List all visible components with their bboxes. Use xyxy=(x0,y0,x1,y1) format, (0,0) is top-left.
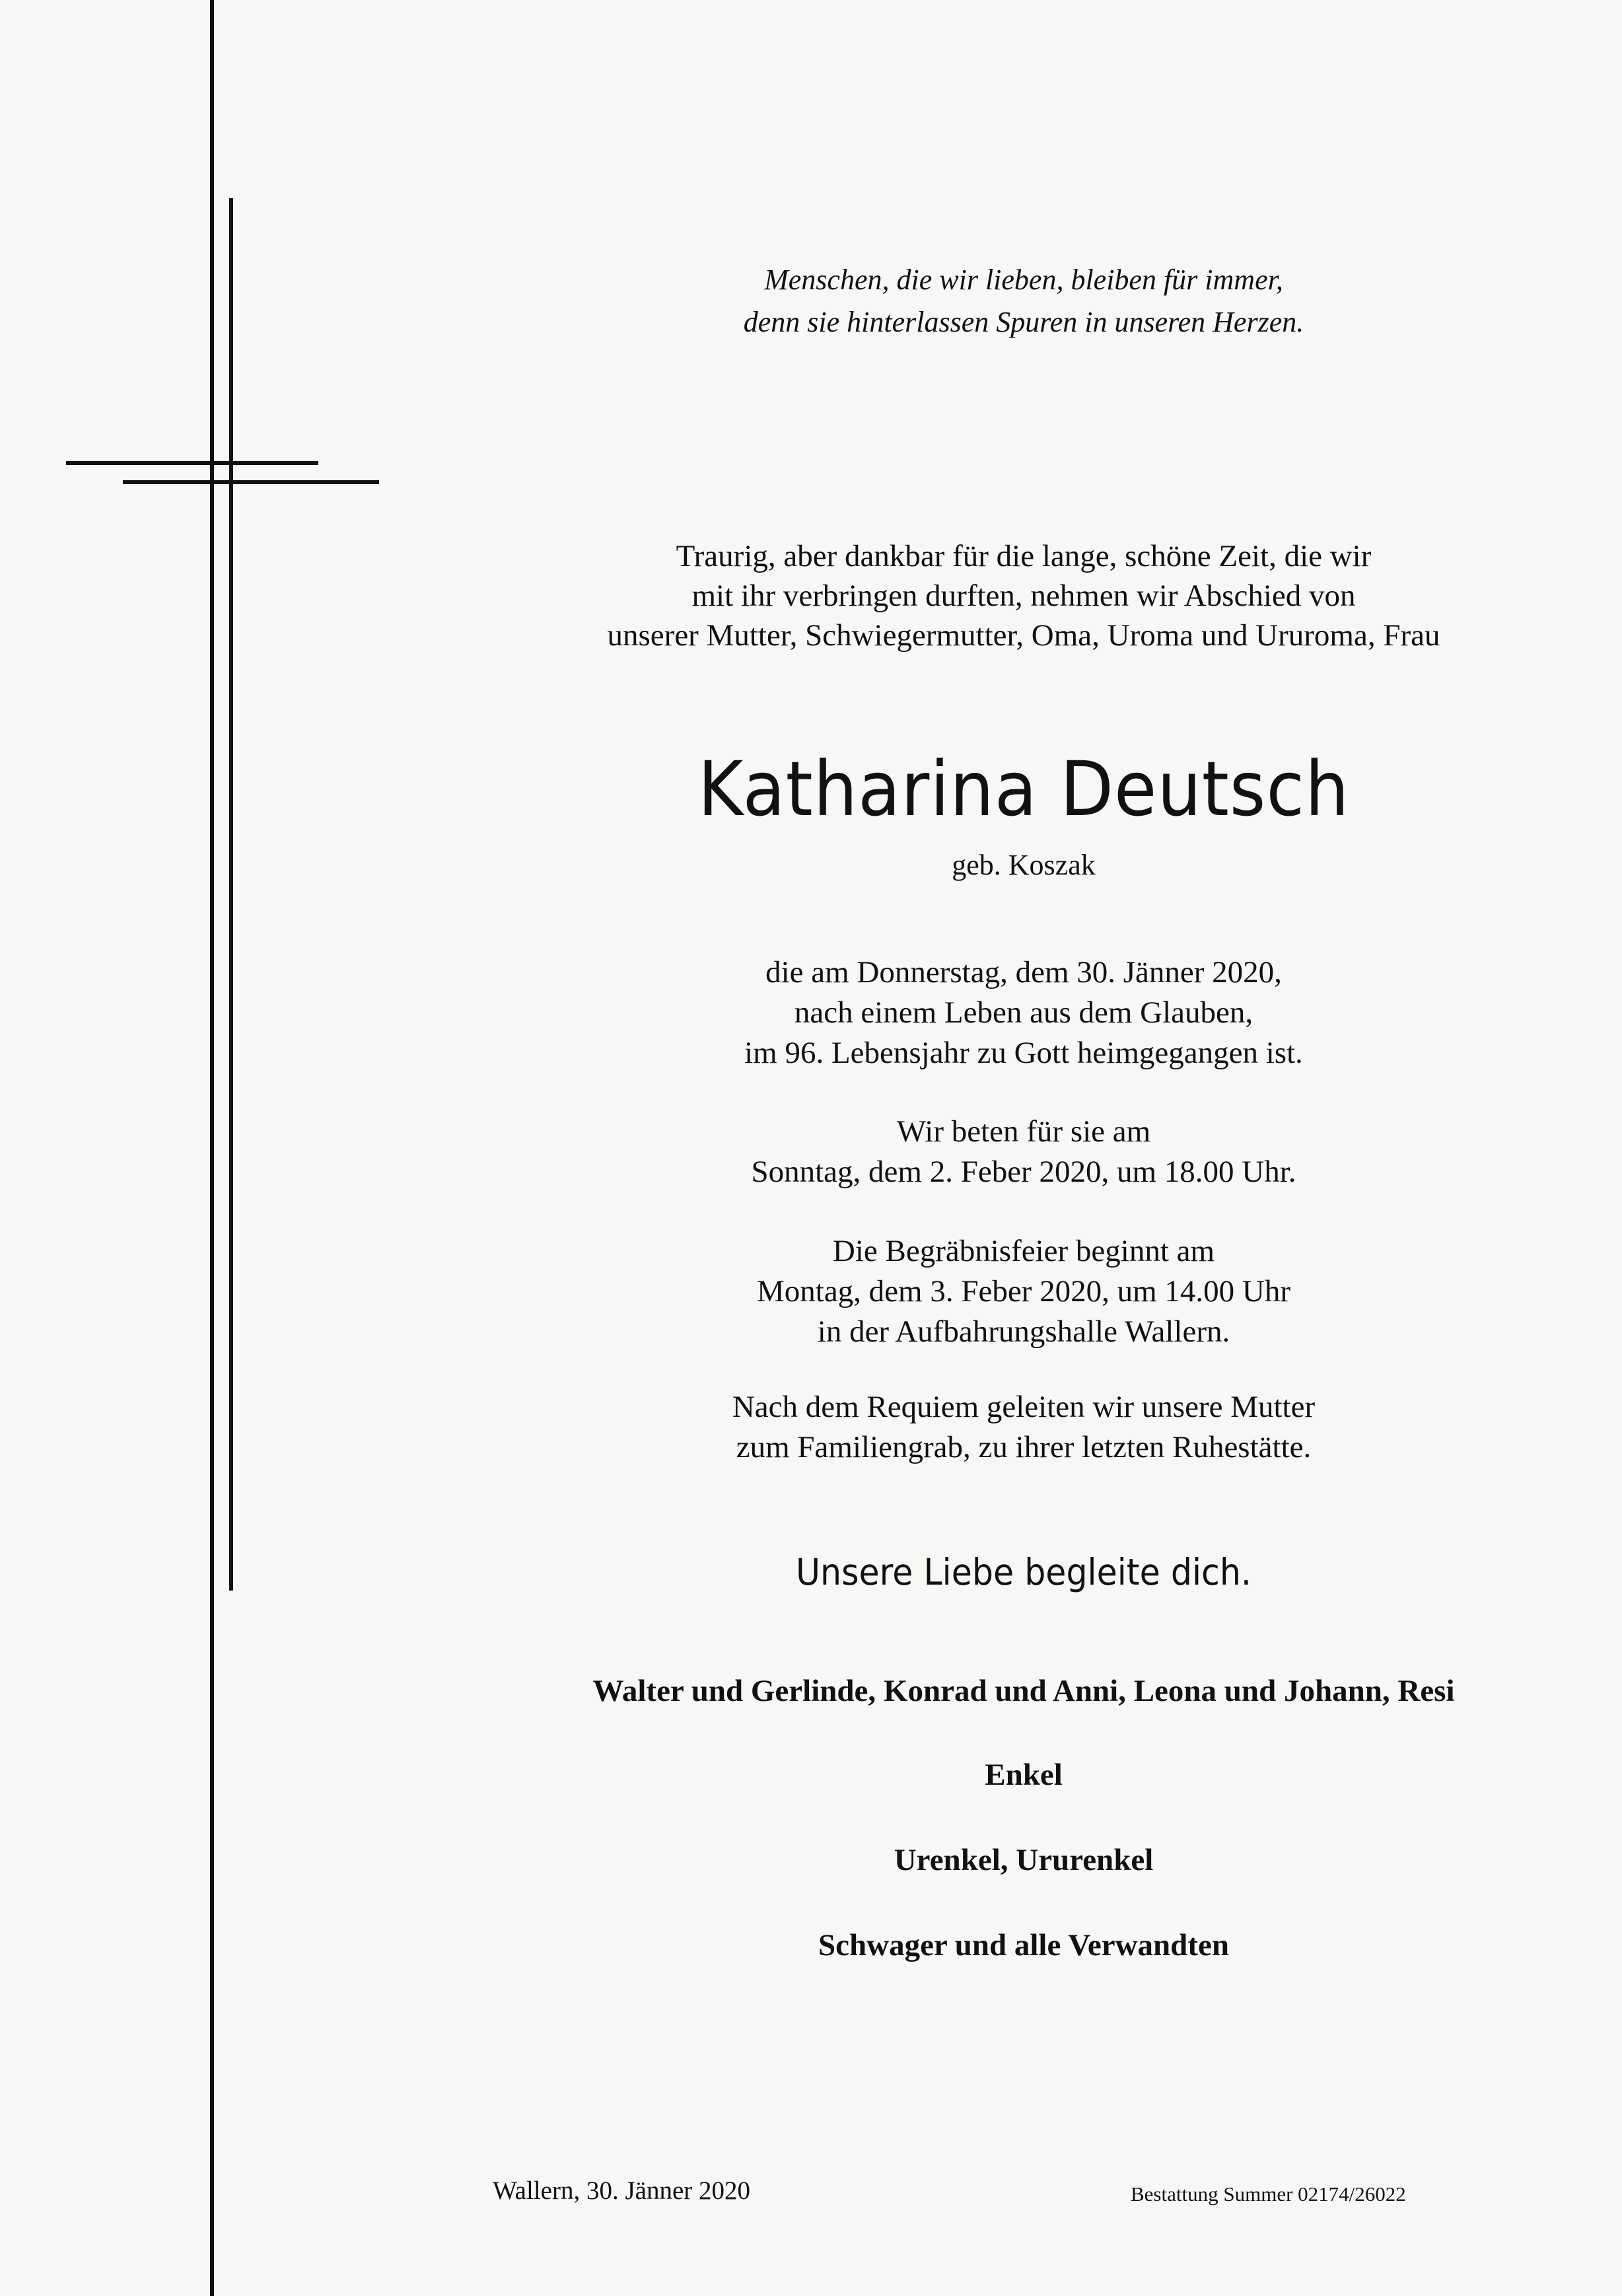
farewell-line: Unsere Liebe begleite dich. xyxy=(795,1551,1252,1593)
funeral-line-1: Die Begräbnisfeier beginnt am xyxy=(832,1234,1215,1268)
requiem-line-2: zum Familiengrab, zu ihrer letzten Ruhestätte. xyxy=(736,1430,1312,1464)
motto-line-2: denn sie hinterlassen Spuren in unseren Herzen. xyxy=(743,306,1304,338)
motto-quote xyxy=(462,259,1585,343)
mourners-great-grandchildren: Urenkel, Ururenkel xyxy=(894,1843,1154,1877)
prayer-line-2: Sonntag, dem 2. Feber 2020, um 18.00 Uhr. xyxy=(751,1155,1296,1189)
cross-horizontal-beam-lower xyxy=(123,480,379,484)
mourners-children: Walter und Gerlinde, Konrad und Anni, Leona und Johann, Resi xyxy=(592,1674,1455,1708)
intro-line-2: mit ihr verbringen durften, nehmen wir Abschied von xyxy=(691,579,1356,613)
birth-name: geb. Koszak xyxy=(952,849,1096,881)
intro-line-1: Traurig, aber dankbar für die lange, schöne Zeit, die wir xyxy=(676,539,1372,573)
death-line-2: nach einem Leben aus dem Glauben, xyxy=(794,995,1253,1030)
funeral-line-3: in der Aufbahrungshalle Wallern. xyxy=(817,1314,1230,1349)
intro-line-3: unserer Mutter, Schwiegermutter, Oma, Uroma und Ururoma, Frau xyxy=(607,618,1440,653)
mourners-relatives: Schwager und alle Verwandten xyxy=(818,1928,1229,1962)
funeral-line-2: Montag, dem 3. Feber 2020, um 14.00 Uhr xyxy=(756,1274,1291,1309)
requiem-notice xyxy=(462,1387,1585,1468)
prayer-notice xyxy=(462,1112,1585,1192)
intro-paragraph xyxy=(462,536,1585,655)
motto-line-1: Menschen, die wir lieben, bleiben für immer, xyxy=(764,264,1283,296)
cross-vertical-beam xyxy=(229,198,233,1591)
prayer-line-1: Wir beten für sie am xyxy=(896,1114,1151,1149)
requiem-line-1: Nach dem Requiem geleiten wir unsere Mutter xyxy=(732,1390,1316,1424)
cross-horizontal-beam-upper xyxy=(66,461,318,465)
funeral-notice xyxy=(462,1231,1585,1352)
vertical-rule-long xyxy=(210,0,214,2296)
undertaker-contact: Bestattung Summer 02174/26022 xyxy=(1131,2182,1406,2206)
mourners-grandchildren: Enkel xyxy=(985,1758,1063,1792)
place-and-date: Wallern, 30. Jänner 2020 xyxy=(493,2176,750,2205)
death-notice xyxy=(462,952,1585,1073)
death-line-3: im 96. Lebensjahr zu Gott heimgegangen ist. xyxy=(744,1036,1303,1070)
deceased-name: Katharina Deutsch xyxy=(697,745,1350,833)
death-line-1: die am Donnerstag, dem 30. Jänner 2020, xyxy=(765,955,1282,989)
